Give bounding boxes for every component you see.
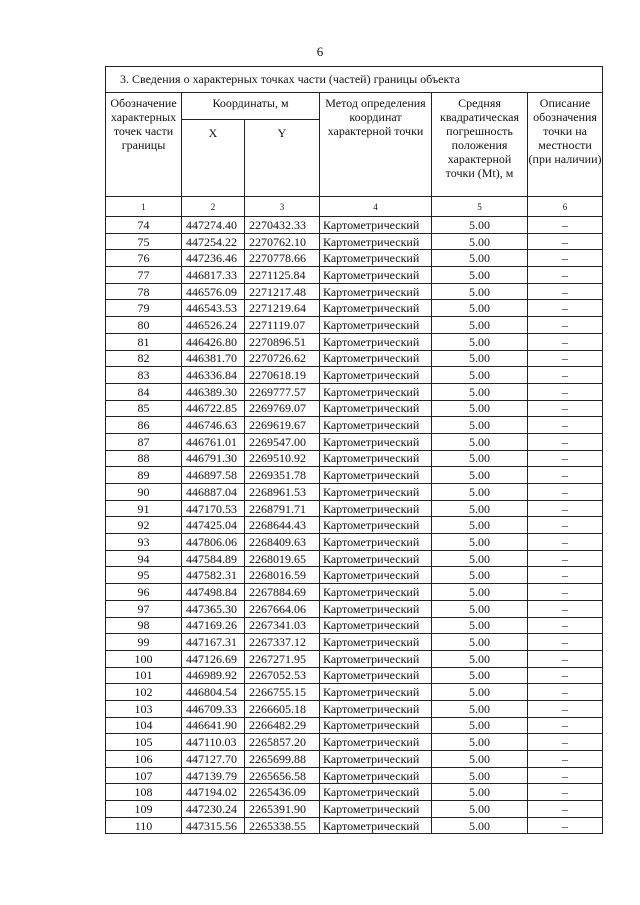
point-designation: 94 — [106, 550, 182, 567]
point-description: – — [528, 433, 603, 450]
coordinate-y: 2267664.06 — [245, 600, 320, 617]
coordinate-x: 446989.92 — [182, 667, 245, 684]
point-designation: 108 — [106, 784, 182, 801]
mean-square-error: 5.00 — [432, 767, 528, 784]
column-number: 3 — [245, 197, 320, 217]
coordinate-x: 446641.90 — [182, 717, 245, 734]
method: Картометрический — [320, 751, 432, 768]
mean-square-error: 5.00 — [432, 634, 528, 651]
coordinate-x: 446722.85 — [182, 400, 245, 417]
point-designation: 80 — [106, 317, 182, 334]
coordinate-y: 2269510.92 — [245, 450, 320, 467]
mean-square-error: 5.00 — [432, 450, 528, 467]
point-designation: 93 — [106, 534, 182, 551]
method: Картометрический — [320, 667, 432, 684]
table-row — [106, 367, 603, 384]
column-number: 1 — [106, 197, 182, 217]
column-number: 5 — [432, 197, 528, 217]
coordinate-x: 446526.24 — [182, 317, 245, 334]
mean-square-error: 5.00 — [432, 600, 528, 617]
point-description: – — [528, 550, 603, 567]
coordinate-x: 447315.56 — [182, 817, 245, 834]
boundary-points-table — [105, 66, 603, 834]
table-row — [106, 433, 603, 450]
table-row — [106, 801, 603, 818]
point-designation: 83 — [106, 367, 182, 384]
table-row — [106, 383, 603, 400]
mean-square-error: 5.00 — [432, 784, 528, 801]
coordinate-x: 446791.30 — [182, 450, 245, 467]
table-row — [106, 500, 603, 517]
header-description: Описание обозначения точки на местности (при наличии) — [528, 93, 603, 197]
table-row — [106, 767, 603, 784]
method: Картометрический — [320, 650, 432, 667]
mean-square-error: 5.00 — [432, 300, 528, 317]
point-designation: 109 — [106, 801, 182, 818]
point-description: – — [528, 751, 603, 768]
coordinate-y: 2267271.95 — [245, 650, 320, 667]
column-number: 2 — [182, 197, 245, 217]
coordinate-x: 447254.22 — [182, 233, 245, 250]
point-designation: 78 — [106, 283, 182, 300]
coordinate-y: 2267341.03 — [245, 617, 320, 634]
mean-square-error: 5.00 — [432, 617, 528, 634]
coordinate-x: 446761.01 — [182, 433, 245, 450]
coordinate-y: 2270432.33 — [245, 217, 320, 234]
point-description: – — [528, 567, 603, 584]
coordinate-y: 2265857.20 — [245, 734, 320, 751]
table-row — [106, 250, 603, 267]
table-row — [106, 567, 603, 584]
table-row — [106, 650, 603, 667]
mean-square-error: 5.00 — [432, 467, 528, 484]
coordinate-x: 447806.06 — [182, 534, 245, 551]
coordinate-x: 447194.02 — [182, 784, 245, 801]
coordinate-y: 2269777.57 — [245, 383, 320, 400]
point-designation: 100 — [106, 650, 182, 667]
point-designation: 99 — [106, 634, 182, 651]
method: Картометрический — [320, 283, 432, 300]
header-designation: Обозначение характерных точек части границы — [106, 93, 182, 197]
coordinate-x: 446804.54 — [182, 684, 245, 701]
method: Картометрический — [320, 767, 432, 784]
coordinate-x: 446746.63 — [182, 417, 245, 434]
coordinate-y: 2271219.64 — [245, 300, 320, 317]
point-description: – — [528, 650, 603, 667]
point-designation: 102 — [106, 684, 182, 701]
mean-square-error: 5.00 — [432, 367, 528, 384]
method: Картометрический — [320, 801, 432, 818]
point-description: – — [528, 367, 603, 384]
coordinate-y: 2270896.51 — [245, 333, 320, 350]
method: Картометрический — [320, 250, 432, 267]
mean-square-error: 5.00 — [432, 217, 528, 234]
mean-square-error: 5.00 — [432, 400, 528, 417]
coordinate-x: 447139.79 — [182, 767, 245, 784]
point-designation: 89 — [106, 467, 182, 484]
mean-square-error: 5.00 — [432, 584, 528, 601]
coordinate-y: 2268409.63 — [245, 534, 320, 551]
point-designation: 92 — [106, 517, 182, 534]
point-description: – — [528, 634, 603, 651]
coordinate-y: 2268019.65 — [245, 550, 320, 567]
method: Картометрический — [320, 567, 432, 584]
point-designation: 75 — [106, 233, 182, 250]
method: Картометрический — [320, 500, 432, 517]
table-row — [106, 400, 603, 417]
coordinate-y: 2271119.07 — [245, 317, 320, 334]
coordinate-y: 2268961.53 — [245, 484, 320, 501]
method: Картометрический — [320, 450, 432, 467]
method: Картометрический — [320, 484, 432, 501]
point-designation: 90 — [106, 484, 182, 501]
point-description: – — [528, 450, 603, 467]
point-designation: 82 — [106, 350, 182, 367]
coordinate-y: 2267884.69 — [245, 584, 320, 601]
coordinate-x: 447170.53 — [182, 500, 245, 517]
header-error: Средняя квадратическая погрешность положения характерной точки (Mt), м — [432, 93, 528, 197]
point-designation: 101 — [106, 667, 182, 684]
method: Картометрический — [320, 717, 432, 734]
coordinate-y: 2270726.62 — [245, 350, 320, 367]
coordinate-y: 2270762.10 — [245, 233, 320, 250]
mean-square-error: 5.00 — [432, 484, 528, 501]
section-title-row — [106, 67, 603, 93]
point-description: – — [528, 350, 603, 367]
coordinate-y: 2266605.18 — [245, 700, 320, 717]
page-number: 6 — [316, 44, 324, 59]
coordinate-x: 446426.80 — [182, 333, 245, 350]
point-designation: 84 — [106, 383, 182, 400]
point-designation: 79 — [106, 300, 182, 317]
mean-square-error: 5.00 — [432, 801, 528, 818]
mean-square-error: 5.00 — [432, 567, 528, 584]
method: Картометрический — [320, 550, 432, 567]
table-body — [106, 217, 603, 834]
coordinate-x: 447365.30 — [182, 600, 245, 617]
coordinate-y: 2267052.53 — [245, 667, 320, 684]
table-row — [106, 484, 603, 501]
point-description: – — [528, 417, 603, 434]
table-row — [106, 517, 603, 534]
method: Картометрический — [320, 350, 432, 367]
table-row — [106, 233, 603, 250]
point-description: – — [528, 717, 603, 734]
table-row — [106, 617, 603, 634]
method: Картометрический — [320, 634, 432, 651]
point-description: – — [528, 283, 603, 300]
table-row — [106, 817, 603, 834]
coordinate-y: 2268791.71 — [245, 500, 320, 517]
table-row — [106, 584, 603, 601]
point-designation: 106 — [106, 751, 182, 768]
point-description: – — [528, 484, 603, 501]
method: Картометрический — [320, 617, 432, 634]
method: Картометрический — [320, 600, 432, 617]
mean-square-error: 5.00 — [432, 383, 528, 400]
point-designation: 104 — [106, 717, 182, 734]
coordinate-x: 446887.04 — [182, 484, 245, 501]
table-row — [106, 700, 603, 717]
point-description: – — [528, 534, 603, 551]
coordinate-y: 2268016.59 — [245, 567, 320, 584]
method: Картометрический — [320, 534, 432, 551]
coordinate-y: 2265391.90 — [245, 801, 320, 818]
mean-square-error: 5.00 — [432, 333, 528, 350]
point-designation: 107 — [106, 767, 182, 784]
header-x: X — [182, 120, 245, 197]
mean-square-error: 5.00 — [432, 317, 528, 334]
point-designation: 77 — [106, 267, 182, 284]
mean-square-error: 5.00 — [432, 233, 528, 250]
table-row — [106, 300, 603, 317]
coordinate-y: 2269619.67 — [245, 417, 320, 434]
coordinate-x: 446381.70 — [182, 350, 245, 367]
coordinate-x: 447582.31 — [182, 567, 245, 584]
method: Картометрический — [320, 684, 432, 701]
point-designation: 87 — [106, 433, 182, 450]
method: Картометрический — [320, 367, 432, 384]
point-description: – — [528, 517, 603, 534]
method: Картометрический — [320, 700, 432, 717]
mean-square-error: 5.00 — [432, 717, 528, 734]
point-description: – — [528, 801, 603, 818]
point-description: – — [528, 617, 603, 634]
point-description: – — [528, 500, 603, 517]
coordinate-x: 446709.33 — [182, 700, 245, 717]
point-designation: 105 — [106, 734, 182, 751]
coordinate-x: 447425.04 — [182, 517, 245, 534]
method: Картометрический — [320, 517, 432, 534]
coordinate-y: 2271125.84 — [245, 267, 320, 284]
column-number-row — [106, 197, 603, 217]
point-description: – — [528, 667, 603, 684]
method: Картометрический — [320, 467, 432, 484]
method: Картометрический — [320, 233, 432, 250]
coordinate-y: 2265436.09 — [245, 784, 320, 801]
method: Картометрический — [320, 217, 432, 234]
coordinate-y: 2266755.15 — [245, 684, 320, 701]
point-description: – — [528, 217, 603, 234]
coordinate-x: 446576.09 — [182, 283, 245, 300]
table-row — [106, 467, 603, 484]
method: Картометрический — [320, 784, 432, 801]
point-designation: 76 — [106, 250, 182, 267]
section-title: 3. Сведения о характерных точках части (частей) границы объекта — [106, 67, 603, 93]
table-row — [106, 283, 603, 300]
table-row — [106, 667, 603, 684]
table-row — [106, 217, 603, 234]
point-description: – — [528, 383, 603, 400]
point-designation: 103 — [106, 700, 182, 717]
mean-square-error: 5.00 — [432, 350, 528, 367]
point-description: – — [528, 300, 603, 317]
point-description: – — [528, 400, 603, 417]
coordinate-y: 2268644.43 — [245, 517, 320, 534]
table-row — [106, 550, 603, 567]
coordinate-y: 2266482.29 — [245, 717, 320, 734]
point-description: – — [528, 317, 603, 334]
mean-square-error: 5.00 — [432, 417, 528, 434]
mean-square-error: 5.00 — [432, 534, 528, 551]
point-designation: 96 — [106, 584, 182, 601]
coordinate-y: 2267337.12 — [245, 634, 320, 651]
coordinate-x: 446389.30 — [182, 383, 245, 400]
column-number: 6 — [528, 197, 603, 217]
mean-square-error: 5.00 — [432, 433, 528, 450]
point-designation: 74 — [106, 217, 182, 234]
coordinate-x: 447110.03 — [182, 734, 245, 751]
coordinate-x: 447127.70 — [182, 751, 245, 768]
method: Картометрический — [320, 383, 432, 400]
coordinate-y: 2270778.66 — [245, 250, 320, 267]
coordinate-y: 2270618.19 — [245, 367, 320, 384]
header-coordinates: Координаты, м — [182, 93, 320, 120]
point-description: – — [528, 700, 603, 717]
method: Картометрический — [320, 317, 432, 334]
coordinate-x: 447274.40 — [182, 217, 245, 234]
mean-square-error: 5.00 — [432, 817, 528, 834]
point-description: – — [528, 467, 603, 484]
table-row — [106, 734, 603, 751]
point-designation: 97 — [106, 600, 182, 617]
mean-square-error: 5.00 — [432, 517, 528, 534]
header-y: Y — [245, 120, 320, 197]
mean-square-error: 5.00 — [432, 667, 528, 684]
point-description: – — [528, 600, 603, 617]
point-description: – — [528, 584, 603, 601]
point-description: – — [528, 784, 603, 801]
mean-square-error: 5.00 — [432, 700, 528, 717]
coordinate-y: 2269547.00 — [245, 433, 320, 450]
mean-square-error: 5.00 — [432, 684, 528, 701]
coordinate-y: 2265656.58 — [245, 767, 320, 784]
mean-square-error: 5.00 — [432, 550, 528, 567]
coordinate-x: 447167.31 — [182, 634, 245, 651]
coordinate-x: 446897.58 — [182, 467, 245, 484]
point-designation: 91 — [106, 500, 182, 517]
method: Картометрический — [320, 734, 432, 751]
coordinate-x: 447584.89 — [182, 550, 245, 567]
point-designation: 95 — [106, 567, 182, 584]
mean-square-error: 5.00 — [432, 500, 528, 517]
point-description: – — [528, 684, 603, 701]
point-description: – — [528, 233, 603, 250]
table-row — [106, 317, 603, 334]
method: Картометрический — [320, 584, 432, 601]
method: Картометрический — [320, 400, 432, 417]
coordinate-y: 2269351.78 — [245, 467, 320, 484]
column-number: 4 — [320, 197, 432, 217]
point-description: – — [528, 767, 603, 784]
mean-square-error: 5.00 — [432, 283, 528, 300]
table-row — [106, 350, 603, 367]
mean-square-error: 5.00 — [432, 650, 528, 667]
table-row — [106, 534, 603, 551]
point-designation: 86 — [106, 417, 182, 434]
table-row — [106, 450, 603, 467]
point-designation: 110 — [106, 817, 182, 834]
point-designation: 85 — [106, 400, 182, 417]
point-description: – — [528, 267, 603, 284]
table-row — [106, 684, 603, 701]
table-row — [106, 267, 603, 284]
method: Картометрический — [320, 267, 432, 284]
coordinate-y: 2265699.88 — [245, 751, 320, 768]
coordinate-x: 446336.84 — [182, 367, 245, 384]
point-designation: 81 — [106, 333, 182, 350]
point-description: – — [528, 817, 603, 834]
coordinate-x: 446817.33 — [182, 267, 245, 284]
coordinate-x: 447236.46 — [182, 250, 245, 267]
boundary-points-table-container — [105, 66, 602, 834]
coordinate-x: 447169.26 — [182, 617, 245, 634]
table-row — [106, 784, 603, 801]
header-row-1 — [106, 93, 603, 120]
mean-square-error: 5.00 — [432, 734, 528, 751]
point-designation: 98 — [106, 617, 182, 634]
method: Картометрический — [320, 417, 432, 434]
coordinate-x: 446543.53 — [182, 300, 245, 317]
table-row — [106, 717, 603, 734]
point-description: – — [528, 250, 603, 267]
method: Картометрический — [320, 817, 432, 834]
method: Картометрический — [320, 333, 432, 350]
coordinate-x: 447126.69 — [182, 650, 245, 667]
method: Картометрический — [320, 433, 432, 450]
coordinate-x: 447230.24 — [182, 801, 245, 818]
coordinate-x: 447498.84 — [182, 584, 245, 601]
table-row — [106, 634, 603, 651]
table-row — [106, 417, 603, 434]
header-method: Метод определения координат характерной точки — [320, 93, 432, 197]
coordinate-y: 2271217.48 — [245, 283, 320, 300]
mean-square-error: 5.00 — [432, 267, 528, 284]
point-description: – — [528, 333, 603, 350]
mean-square-error: 5.00 — [432, 250, 528, 267]
point-designation: 88 — [106, 450, 182, 467]
coordinate-y: 2269769.07 — [245, 400, 320, 417]
table-row — [106, 600, 603, 617]
point-description: – — [528, 734, 603, 751]
mean-square-error: 5.00 — [432, 751, 528, 768]
table-row — [106, 333, 603, 350]
method: Картометрический — [320, 300, 432, 317]
table-row — [106, 751, 603, 768]
coordinate-y: 2265338.55 — [245, 817, 320, 834]
